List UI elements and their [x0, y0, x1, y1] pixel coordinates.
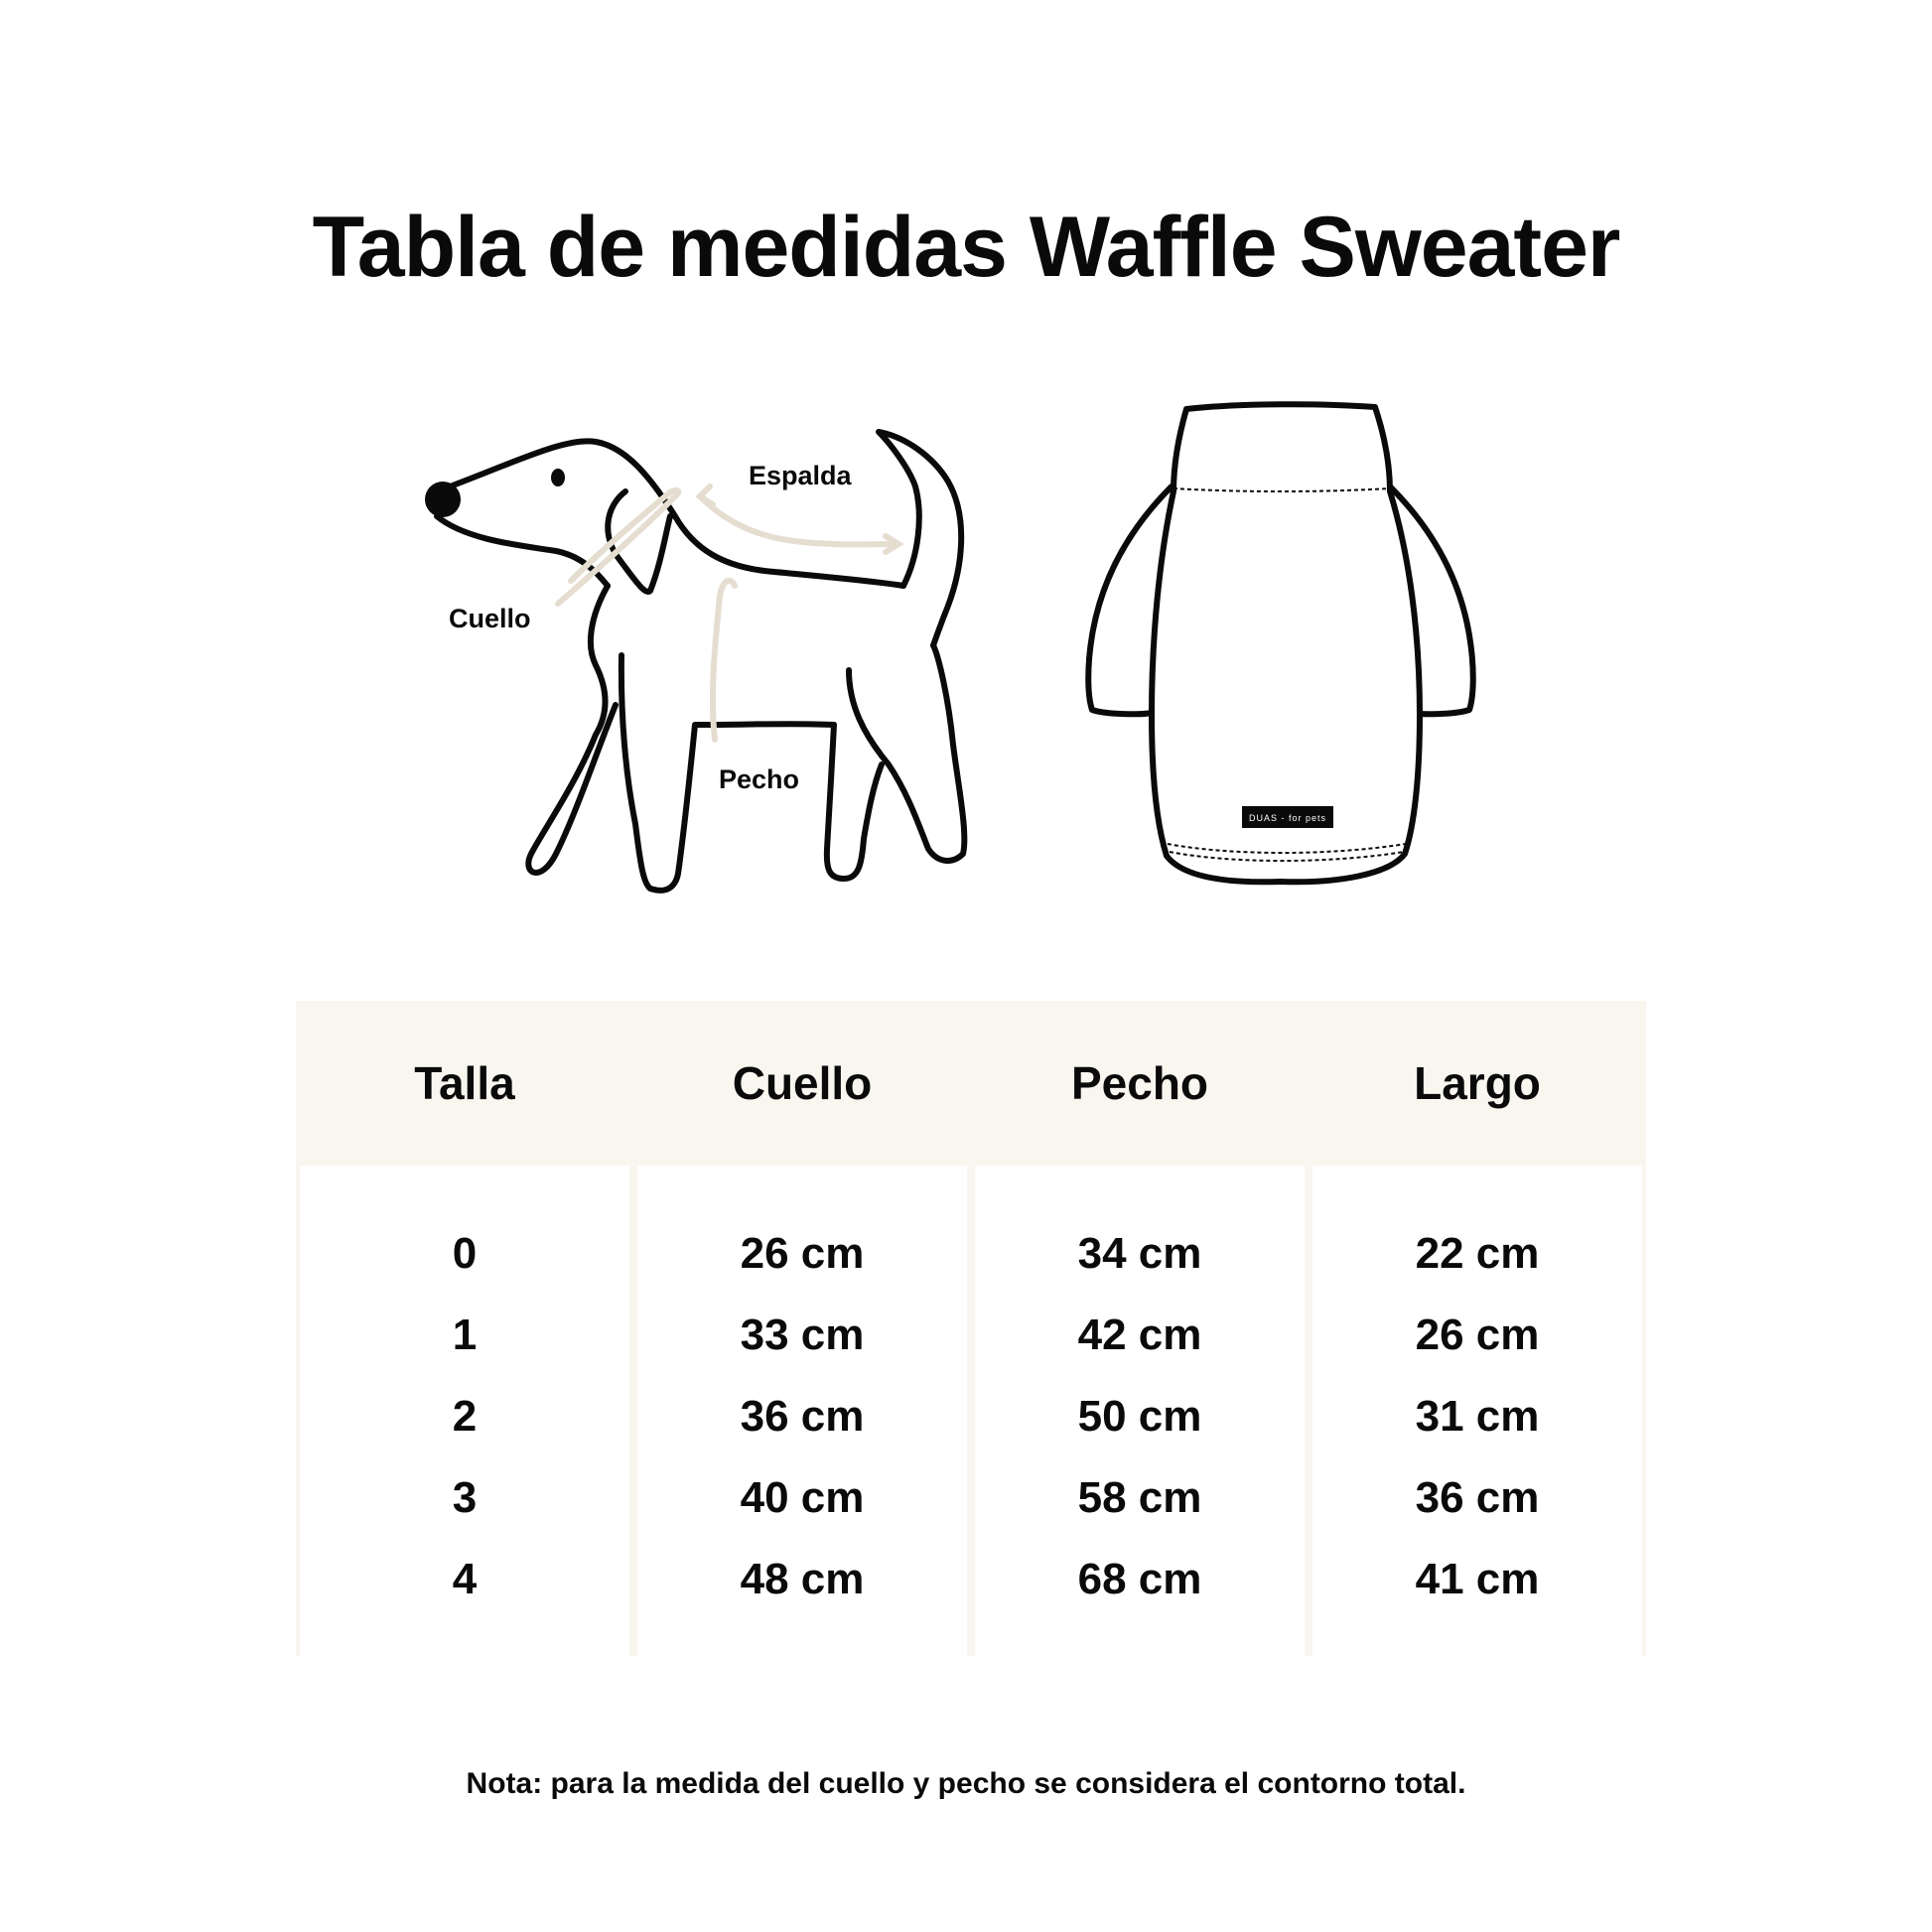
- table-cell: 26 cm: [1415, 1311, 1540, 1359]
- table-cell: 4: [452, 1555, 478, 1603]
- size-table: [296, 1001, 1646, 1656]
- table-cell: 2: [452, 1392, 478, 1441]
- table-cell: 26 cm: [740, 1229, 865, 1278]
- table-header: [296, 1001, 1646, 1166]
- column-chest: [975, 1166, 1305, 1656]
- table-cell: 3: [452, 1473, 478, 1522]
- table-cell: 42 cm: [1077, 1311, 1202, 1359]
- header-size: Talla: [414, 1057, 515, 1109]
- page-title: Tabla de medidas Waffle Sweater: [312, 200, 1620, 295]
- column-neck: [637, 1166, 967, 1656]
- table-cell: 40 cm: [740, 1473, 865, 1522]
- table-cell: 1: [452, 1311, 478, 1359]
- chest-label: Pecho: [719, 764, 800, 794]
- table-cell: 31 cm: [1415, 1392, 1540, 1441]
- column-length: [1312, 1166, 1642, 1656]
- table-cell: 22 cm: [1415, 1229, 1540, 1278]
- table-cell: 41 cm: [1415, 1555, 1540, 1603]
- header-length: Largo: [1414, 1057, 1541, 1109]
- table-cell: 48 cm: [740, 1555, 865, 1603]
- dog-nose: [425, 482, 461, 517]
- illustration: [0, 0, 1932, 953]
- brand-tag-text: DUAS - for pets: [1248, 813, 1327, 823]
- neck-label: Cuello: [449, 604, 531, 633]
- header-chest: Pecho: [1070, 1057, 1209, 1109]
- column-size: [300, 1166, 629, 1656]
- table-cell: 50 cm: [1077, 1392, 1202, 1441]
- dog-eye: [551, 469, 565, 486]
- table-cell: 36 cm: [740, 1392, 865, 1441]
- header-neck: Cuello: [732, 1057, 873, 1109]
- table-cell: 34 cm: [1077, 1229, 1202, 1278]
- table-cell: 36 cm: [1415, 1473, 1540, 1522]
- table-cell: 33 cm: [740, 1311, 865, 1359]
- table-cell: 58 cm: [1077, 1473, 1202, 1522]
- table-cell: 0: [452, 1229, 478, 1278]
- table-cell: 68 cm: [1077, 1555, 1202, 1603]
- footnote: Nota: para la medida del cuello y pecho se considera el contorno total.: [466, 1767, 1466, 1800]
- back-label: Espalda: [749, 461, 852, 490]
